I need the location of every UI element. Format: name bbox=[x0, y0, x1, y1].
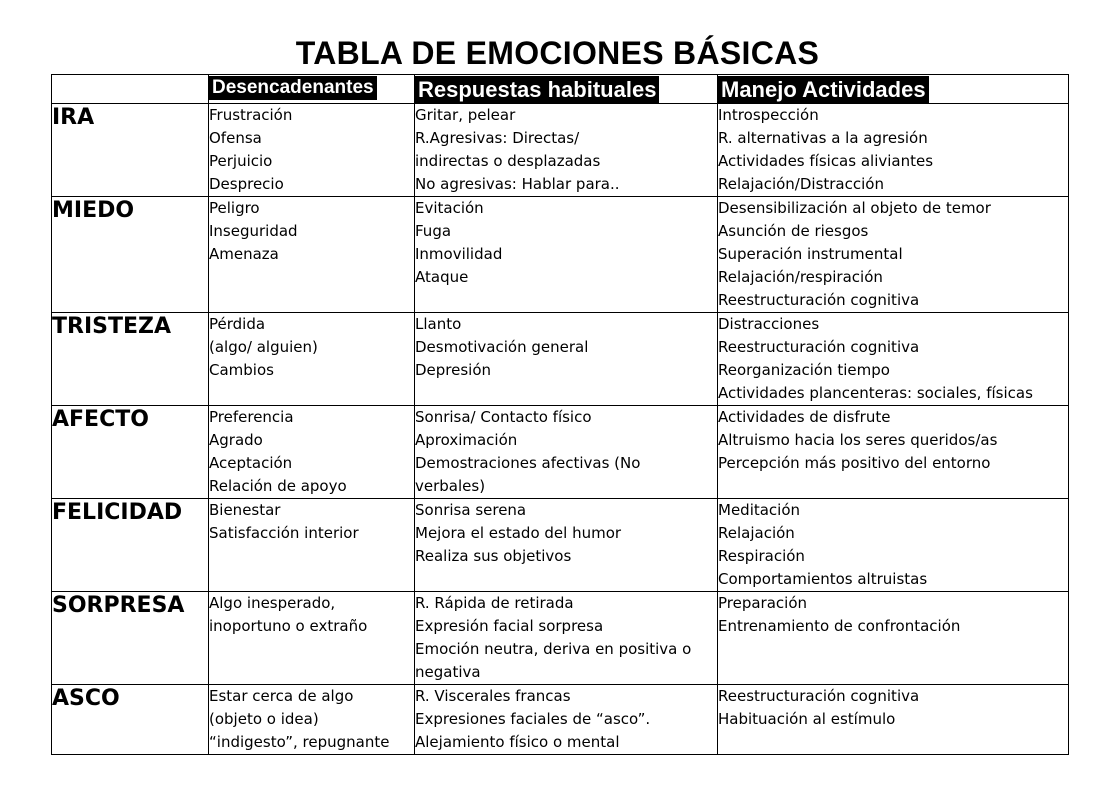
emotions-table bbox=[51, 74, 1069, 755]
cell-line: Reorganización tiempo bbox=[718, 361, 890, 379]
header-manejo-label: Manejo Actividades bbox=[718, 76, 929, 103]
cell-line: Mejora el estado del humor bbox=[415, 524, 622, 542]
emotion-cell bbox=[52, 499, 209, 592]
cell-line: Inmovilidad bbox=[415, 245, 503, 263]
cell-line: Algo inesperado, bbox=[209, 594, 336, 612]
table-row bbox=[52, 499, 1069, 592]
cell-line: Satisfacción interior bbox=[209, 524, 359, 542]
cell-line: Expresiones faciales de “asco”. bbox=[415, 710, 651, 728]
cell-line: (objeto o idea) bbox=[209, 710, 319, 728]
cell-line: Fuga bbox=[415, 222, 452, 240]
management-cell bbox=[718, 313, 1069, 406]
emotion-name: AFECTO bbox=[52, 407, 149, 432]
cell-line: R. Rápida de retirada bbox=[415, 594, 574, 612]
responses-cell bbox=[415, 104, 718, 197]
emotion-name: SORPRESA bbox=[52, 593, 185, 618]
cell-line: Expresión facial sorpresa bbox=[415, 617, 604, 635]
cell-line: Actividades de disfrute bbox=[718, 408, 891, 426]
cell-line: inoportuno o extraño bbox=[209, 617, 368, 635]
cell-line: Relajación/respiración bbox=[718, 268, 883, 286]
emotion-name: FELICIDAD bbox=[52, 500, 183, 525]
responses-cell bbox=[415, 313, 718, 406]
cell-line: Habituación al estímulo bbox=[718, 710, 896, 728]
cell-line: Cambios bbox=[209, 361, 274, 379]
responses-cell bbox=[415, 685, 718, 755]
cell-line: R. Viscerales francas bbox=[415, 687, 571, 705]
cell-line: Distracciones bbox=[718, 315, 820, 333]
page-title: TABLA DE EMOCIONES BÁSICAS bbox=[295, 35, 820, 71]
cell-line: Relajación/Distracción bbox=[718, 175, 884, 193]
cell-line: Introspección bbox=[718, 106, 819, 124]
cell-line: Percepción más positivo del entorno bbox=[718, 454, 991, 472]
emotion-cell bbox=[52, 104, 209, 197]
emotion-cell bbox=[52, 592, 209, 685]
emotion-cell bbox=[52, 406, 209, 499]
cell-line: Peligro bbox=[209, 199, 260, 217]
cell-line: Respiración bbox=[718, 547, 805, 565]
cell-line: Meditación bbox=[718, 501, 801, 519]
cell-line: Realiza sus objetivos bbox=[415, 547, 572, 565]
cell-line: Alejamiento físico o mental bbox=[415, 733, 620, 751]
cell-line: R. alternativas a la agresión bbox=[718, 129, 928, 147]
cell-line: “indigesto”, repugnante bbox=[209, 733, 390, 751]
cell-line: Aceptación bbox=[209, 454, 293, 472]
header-empty-cell bbox=[52, 75, 209, 104]
cell-line: Demostraciones afectivas (No bbox=[415, 454, 641, 472]
cell-line: Sonrisa serena bbox=[415, 501, 527, 519]
cell-line: Desprecio bbox=[209, 175, 284, 193]
responses-cell bbox=[415, 592, 718, 685]
triggers-cell bbox=[209, 685, 415, 755]
responses-cell bbox=[415, 406, 718, 499]
cell-line: Gritar, pelear bbox=[415, 106, 516, 124]
management-cell bbox=[718, 499, 1069, 592]
cell-line: Aproximación bbox=[415, 431, 518, 449]
cell-line: Llanto bbox=[415, 315, 462, 333]
emotion-name: TRISTEZA bbox=[52, 314, 171, 339]
cell-line: Depresión bbox=[415, 361, 492, 379]
header-respuestas bbox=[415, 75, 718, 104]
header-respuestas-label: Respuestas habituales bbox=[415, 76, 659, 103]
cell-line: Amenaza bbox=[209, 245, 279, 263]
cell-line: Frustración bbox=[209, 106, 293, 124]
cell-line: Estar cerca de algo bbox=[209, 687, 354, 705]
table-row bbox=[52, 592, 1069, 685]
cell-line: Emoción neutra, deriva en positiva o bbox=[415, 640, 692, 658]
cell-line: Reestructuración cognitiva bbox=[718, 687, 920, 705]
management-cell bbox=[718, 197, 1069, 313]
cell-line: Preferencia bbox=[209, 408, 294, 426]
cell-line: Relación de apoyo bbox=[209, 477, 347, 495]
emotion-cell bbox=[52, 685, 209, 755]
cell-line: Preparación bbox=[718, 594, 808, 612]
cell-line: Agrado bbox=[209, 431, 263, 449]
cell-line: Evitación bbox=[415, 199, 484, 217]
cell-line: Actividades plancenteras: sociales, físicas bbox=[718, 384, 1033, 402]
cell-line: indirectas o desplazadas bbox=[415, 152, 601, 170]
table-row bbox=[52, 104, 1069, 197]
responses-cell bbox=[415, 197, 718, 313]
cell-line: Sonrisa/ Contacto físico bbox=[415, 408, 592, 426]
table-row bbox=[52, 313, 1069, 406]
header-desencadenantes bbox=[209, 75, 415, 104]
management-cell bbox=[718, 406, 1069, 499]
cell-line: R.Agresivas: Directas/ bbox=[415, 129, 580, 147]
cell-line: Inseguridad bbox=[209, 222, 298, 240]
cell-line: Actividades físicas aliviantes bbox=[718, 152, 934, 170]
management-cell bbox=[718, 104, 1069, 197]
cell-line: Reestructuración cognitiva bbox=[718, 291, 920, 309]
emotion-name: IRA bbox=[52, 105, 95, 130]
emotion-name: MIEDO bbox=[52, 198, 135, 223]
cell-line: Comportamientos altruistas bbox=[718, 570, 928, 588]
emotion-name: ASCO bbox=[52, 686, 120, 711]
management-cell bbox=[718, 685, 1069, 755]
emotion-cell bbox=[52, 197, 209, 313]
header-desencadenantes-label: Desencadenantes bbox=[209, 76, 377, 100]
cell-line: Altruismo hacia los seres queridos/as bbox=[718, 431, 998, 449]
cell-line: Relajación bbox=[718, 524, 795, 542]
table-row bbox=[52, 197, 1069, 313]
cell-line: Superación instrumental bbox=[718, 245, 903, 263]
cell-line: Asunción de riesgos bbox=[718, 222, 869, 240]
emotion-cell bbox=[52, 313, 209, 406]
cell-line: Bienestar bbox=[209, 501, 281, 519]
triggers-cell bbox=[209, 406, 415, 499]
cell-line: Desensibilización al objeto de temor bbox=[718, 199, 991, 217]
cell-line: Reestructuración cognitiva bbox=[718, 338, 920, 356]
triggers-cell bbox=[209, 499, 415, 592]
triggers-cell bbox=[209, 197, 415, 313]
header-row bbox=[52, 75, 1069, 104]
cell-line: Perjuicio bbox=[209, 152, 273, 170]
cell-line: Desmotivación general bbox=[415, 338, 589, 356]
header-manejo bbox=[718, 75, 1069, 104]
cell-line: (algo/ alguien) bbox=[209, 338, 318, 356]
cell-line: Ofensa bbox=[209, 129, 262, 147]
cell-line: Ataque bbox=[415, 268, 469, 286]
triggers-cell bbox=[209, 313, 415, 406]
cell-line: No agresivas: Hablar para.. bbox=[415, 175, 620, 193]
cell-line: verbales) bbox=[415, 477, 486, 495]
cell-line: negativa bbox=[415, 663, 481, 681]
cell-line: Pérdida bbox=[209, 315, 266, 333]
cell-line: Entrenamiento de confrontación bbox=[718, 617, 961, 635]
table-row bbox=[52, 685, 1069, 755]
management-cell bbox=[718, 592, 1069, 685]
triggers-cell bbox=[209, 104, 415, 197]
responses-cell bbox=[415, 499, 718, 592]
triggers-cell bbox=[209, 592, 415, 685]
table-row bbox=[52, 406, 1069, 499]
